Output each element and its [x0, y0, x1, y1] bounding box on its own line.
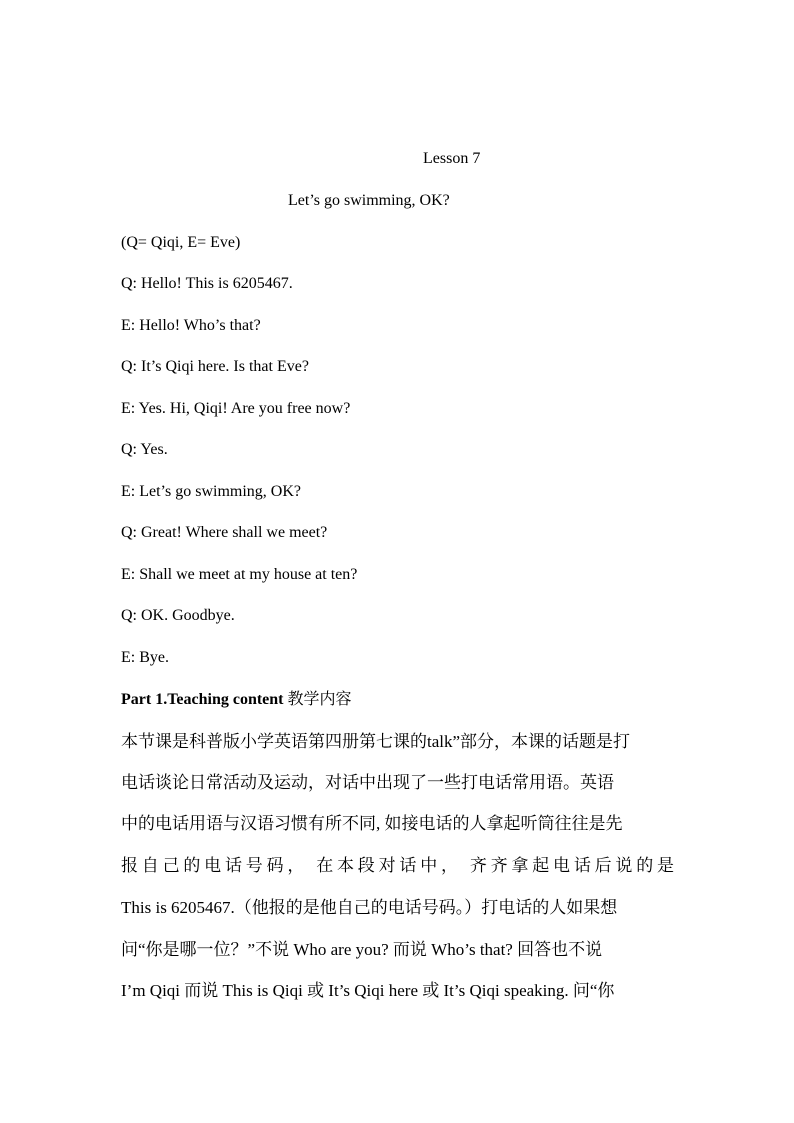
dialogue-line: Q: Hello! This is 6205467. [121, 275, 293, 292]
dialogue-line: E: Bye. [121, 649, 169, 666]
section-heading-cn: 教学内容 [283, 691, 352, 708]
dialogue-legend: (Q= Qiqi, E= Eve) [121, 234, 241, 251]
paragraph-line: 本节课是科普版小学英语第四册第七课的talk”部分，本课的话题是打 [121, 732, 631, 751]
dialogue-line: Q: Yes. [121, 441, 168, 458]
dialogue-line: E: Yes. Hi, Qiqi! Are you free now? [121, 400, 351, 417]
dialogue-line: Q: Great! Where shall we meet? [121, 524, 328, 541]
paragraph-line: This is 6205467.（他报的是他自己的电话号码。）打电话的人如果想 [121, 898, 618, 917]
dialogue-line: E: Shall we meet at my house at ten? [121, 566, 358, 583]
paragraph-line: 电话谈论日常活动及运动，对话中出现了一些打电话常用语。英语 [121, 773, 614, 792]
paragraph-line: I’m Qiqi 而说 This is Qiqi 或 It’s Qiqi here 或 It’s Qiqi speaking. 问“你 [121, 981, 615, 1000]
section-heading-en: Part 1.Teaching content [121, 691, 284, 708]
paragraph-line: 问“你是哪一位？”不说 Who are you? 而说 Who’s that? 回答也不说 [121, 940, 603, 959]
dialogue-line: E: Hello! Who’s that? [121, 317, 261, 334]
dialogue-line: Q: It’s Qiqi here. Is that Eve? [121, 358, 309, 375]
lesson-title: Lesson 7 [423, 150, 481, 167]
paragraph-line: 中的电话用语与汉语习惯有所不同, 如接电话的人拿起听筒往往是先 [121, 814, 623, 833]
section-heading [121, 690, 352, 710]
lesson-subtitle: Let’s go swimming, OK? [288, 192, 450, 209]
dialogue-line: Q: OK. Goodbye. [121, 607, 235, 624]
paragraph-line: 报自己的电话号码， 在本段对话中， 齐齐拿起电话后说的是 [121, 856, 674, 875]
dialogue-line: E: Let’s go swimming, OK? [121, 483, 301, 500]
